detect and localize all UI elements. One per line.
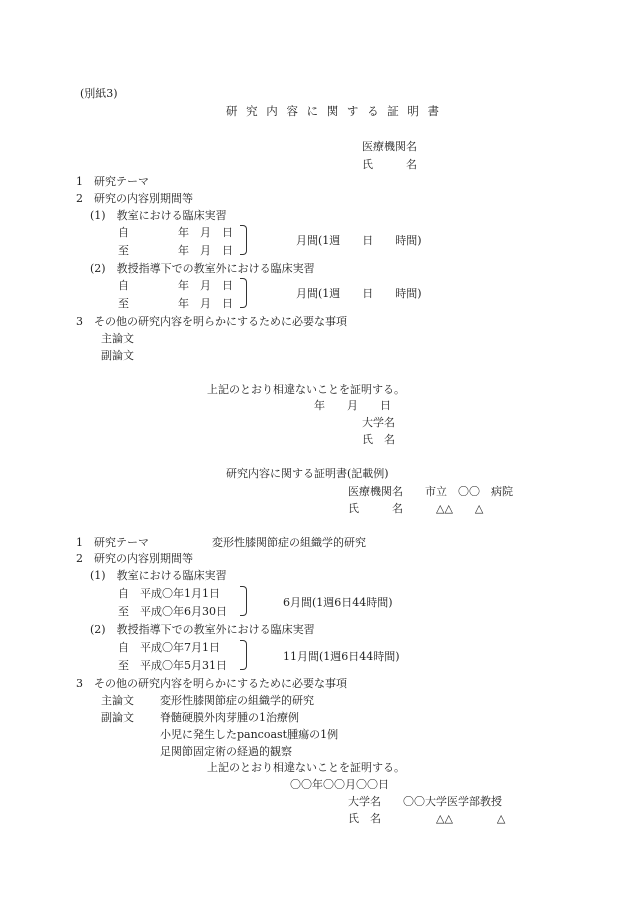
ex-main-paper-label: 主論文 — [101, 694, 134, 707]
section-2-2-heading: (2) 教授指導下での教室外における臨床実習 — [90, 262, 315, 275]
ex-p1-to: 至 平成〇年6月30日 — [118, 605, 227, 618]
to-label: 至 — [118, 244, 129, 257]
section-2-heading: 2 研究の内容別期間等 — [76, 192, 193, 205]
ex-sub-paper: 小児に発生したpancoast腫瘍の1例 — [160, 728, 339, 741]
ex-section-1-heading: 1 研究テーマ — [76, 536, 149, 549]
ex-section-2-heading: 2 研究の内容別期間等 — [76, 552, 193, 565]
ex-university: 大学名 〇〇大学医学部教授 — [348, 795, 502, 808]
ex-p2-to: 至 平成〇年5月31日 — [118, 659, 227, 672]
ex-research-theme: 変形性膝関節症の組織学的研究 — [212, 536, 366, 549]
to-date: 年 月 日 — [178, 244, 233, 257]
ex-p2-period: 11月間(1週6日44時間) — [283, 650, 400, 663]
ex-main-paper: 変形性膝関節症の組織学的研究 — [160, 694, 314, 707]
section-1-heading: 1 研究テーマ — [76, 175, 149, 188]
ex-p2-from: 自 平成〇年7月1日 — [118, 641, 220, 654]
name-label: 氏 名 — [362, 158, 417, 171]
main-paper-label: 主論文 — [101, 332, 134, 345]
period-1: 月間(1週 日 時間) — [296, 234, 422, 247]
to-date: 年 月 日 — [178, 297, 233, 310]
ex-sub-paper: 足関節固定術の経過的観察 — [160, 745, 292, 758]
period-2: 月間(1週 日 時間) — [296, 287, 422, 300]
ex-sub-paper: 脊髄硬膜外肉芽腫の1治療例 — [160, 711, 299, 724]
to-label: 至 — [118, 297, 129, 310]
ex-date: 〇〇年〇〇月〇〇日 — [290, 778, 389, 791]
bracket — [240, 278, 247, 308]
example-institution: 医療機関名 市立 〇〇 病院 — [348, 485, 513, 498]
ex-section-2-2-heading: (2) 教授指導下での教室外における臨床実習 — [90, 623, 315, 636]
ex-section-2-1-heading: (1) 教室における臨床実習 — [90, 569, 227, 582]
section-2-1-heading: (1) 教室における臨床実習 — [90, 209, 227, 222]
university-label: 大学名 — [362, 416, 395, 429]
form-title: 研 究 内 容 に 関 す る 証 明 書 — [226, 104, 442, 118]
bracket — [240, 586, 247, 616]
name-label-2: 氏 名 — [362, 433, 395, 446]
bracket — [240, 225, 247, 255]
from-label: 自 — [118, 226, 129, 239]
from-date: 年 月 日 — [178, 279, 233, 292]
example-name: 氏 名 △△ △ — [348, 502, 484, 515]
ex-sub-paper-label: 副論文 — [101, 711, 134, 724]
sub-paper-label: 副論文 — [101, 349, 134, 362]
ex-p1-from: 自 平成〇年1月1日 — [118, 587, 220, 600]
ex-p1-period: 6月間(1週6日44時間) — [283, 596, 393, 609]
ex-name: 氏 名 △△ △ — [348, 812, 506, 825]
ex-section-3-heading: 3 その他の研究内容を明らかにするために必要な事項 — [76, 677, 347, 690]
attachment-label: (別紙3) — [80, 87, 118, 100]
from-date: 年 月 日 — [178, 226, 233, 239]
section-3-heading: 3 その他の研究内容を明らかにするために必要な事項 — [76, 315, 347, 328]
ex-certify-statement: 上記のとおり相違ないことを証明する。 — [207, 761, 405, 774]
date-line: 年 月 日 — [314, 399, 391, 412]
certify-statement: 上記のとおり相違ないことを証明する。 — [207, 383, 405, 396]
bracket — [240, 640, 247, 670]
institution-label: 医療機関名 — [362, 140, 417, 153]
from-label: 自 — [118, 279, 129, 292]
example-title: 研究内容に関する証明書(記載例) — [226, 467, 389, 480]
